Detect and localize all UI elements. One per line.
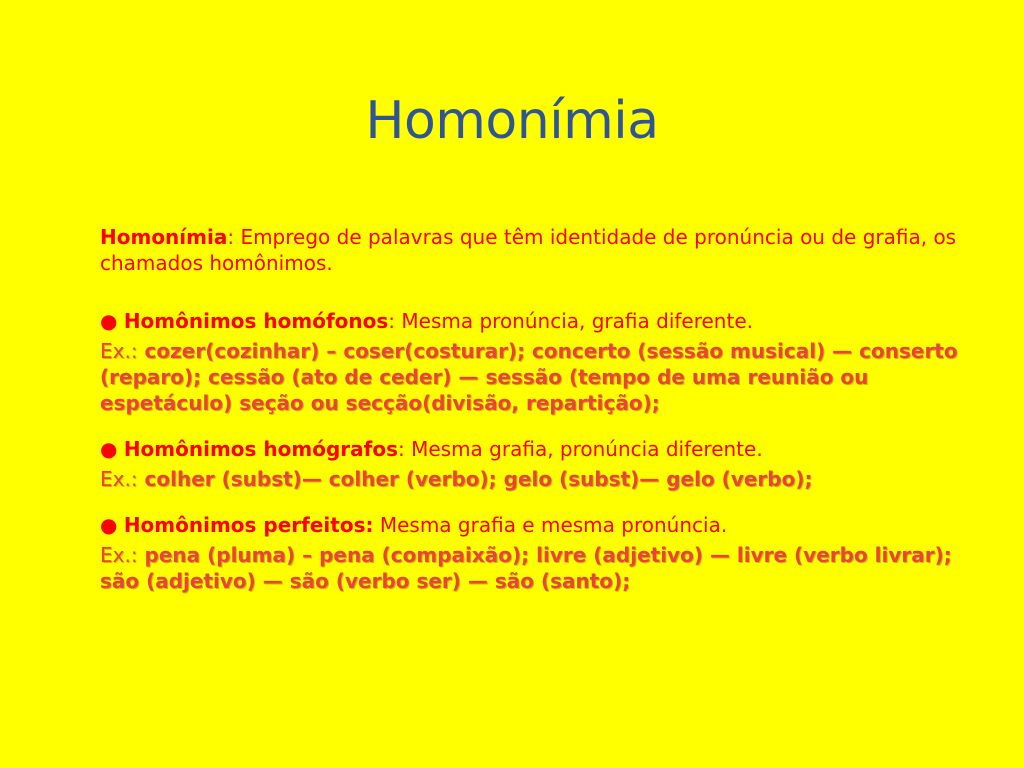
example-prefix: Ex.: <box>100 339 138 363</box>
section-example <box>100 542 966 594</box>
definition-term: Homonímia <box>100 225 228 249</box>
slide-content <box>100 224 966 614</box>
example-text: colher (subst)— colher (verbo); gelo (subst)— gelo (verbo); <box>137 467 813 491</box>
example-text: pena (pluma) – pena (compaixão); livre (adjetivo) — livre (verbo livrar); são (adjetivo) — são (verbo ser) — são (santo); <box>100 543 952 593</box>
bullet-icon: ● <box>100 437 118 461</box>
section-heading: Homônimos perfeitos: <box>123 513 374 537</box>
example-text: cozer(cozinhar) – coser(costurar); concerto (sessão musical) — conserto (reparo); cessão (ato de ceder) — sessão (tempo de uma reunião ou espetáculo) seção ou secção(divisão, repartição); <box>100 339 958 415</box>
example-prefix: Ex.: <box>100 467 138 491</box>
section-heading: Homônimos homógrafos <box>123 437 398 461</box>
slide-title: Homonímia <box>365 91 659 151</box>
bullet-icon: ● <box>100 513 118 537</box>
section-perfeitos <box>100 512 966 594</box>
definition-text: : Emprego de palavras que têm identidade de pronúncia ou de grafia, os chamados homônimos. <box>100 225 957 275</box>
section-description: : Mesma grafia, pronúncia diferente. <box>398 437 763 461</box>
section-description: : Mesma pronúncia, grafia diferente. <box>388 309 753 333</box>
section-homografos <box>100 436 966 492</box>
definition-paragraph <box>100 224 966 276</box>
section-heading-line <box>100 308 966 334</box>
section-example <box>100 466 966 492</box>
bullet-icon: ● <box>100 309 118 333</box>
section-description: Mesma grafia e mesma pronúncia. <box>373 513 728 537</box>
section-heading-line <box>100 436 966 462</box>
example-prefix: Ex.: <box>100 543 138 567</box>
section-homofonos <box>100 308 966 416</box>
section-heading: Homônimos homófonos <box>123 309 389 333</box>
section-heading-line <box>100 512 966 538</box>
section-example <box>100 338 966 416</box>
